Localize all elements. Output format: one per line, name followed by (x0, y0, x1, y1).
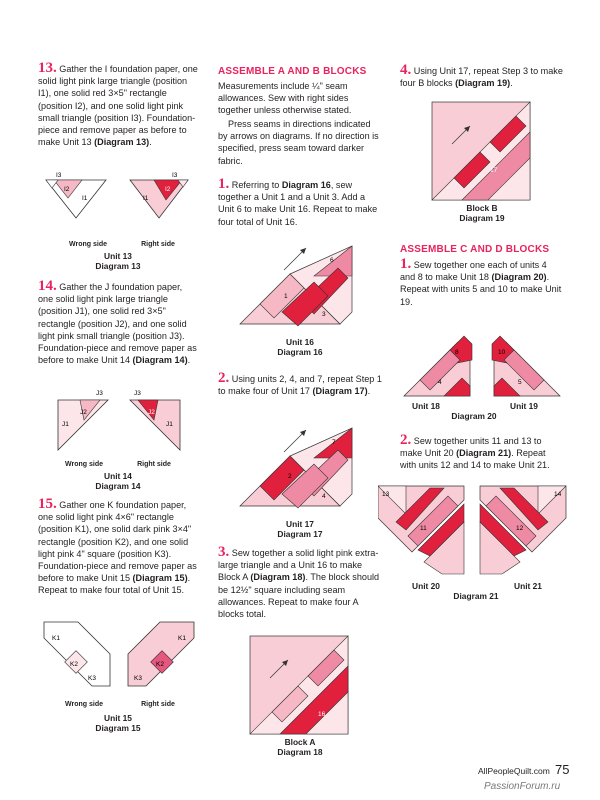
unit-caption: Unit 17 (286, 519, 314, 529)
unit-13-right-side (130, 172, 188, 218)
diagram-caption: Diagram 19 (459, 213, 505, 223)
label-k3: K3 (88, 675, 96, 682)
label-7: 7 (332, 439, 336, 446)
label-j2: J2 (148, 409, 155, 416)
right-side-label: Right side (141, 701, 175, 708)
page-number: 75 (555, 762, 570, 777)
label-i1: I1 (82, 195, 88, 202)
step-text: Gather one K foundation paper, one solid light pink 4×6" rectangle (position K1), one solid dark pink 3×4" rectangle (position K2), and one solid light pink 4" square (position K3). Foundation-piece and remove paper as before to make Unit 15 (38, 500, 197, 584)
label-6: 6 (330, 257, 334, 264)
step-c1 (400, 258, 564, 308)
diagram-ref: (Diagram 15) (132, 573, 188, 584)
unit-14-right-side (130, 390, 180, 450)
label-j2: J2 (80, 409, 87, 416)
unit-19 (492, 336, 560, 396)
step-text: Sew together units 11 and 13 to make Unit 20 (400, 436, 542, 459)
diagram-18 (218, 632, 382, 760)
diagram-21-art (378, 482, 568, 582)
step-number: 1. (218, 176, 230, 192)
label-j1: J1 (166, 421, 173, 428)
label-13: 13 (382, 491, 390, 498)
label-j3: J3 (134, 390, 141, 397)
diagram-14 (38, 388, 198, 491)
label-i1: I1 (143, 195, 149, 202)
step-text: Using units 2, 4, and 7, repeat Step 1 to make four of Unit 17 (218, 374, 382, 397)
unit-14-wrong-side (58, 390, 108, 450)
diagram-ref: Diagram 16 (281, 180, 331, 190)
footer-site: AllPeopleQuilt.com (478, 766, 550, 776)
step-text-end: . (510, 78, 513, 89)
step-number: 2. (400, 432, 412, 448)
unit-caption: Unit 15 (104, 713, 132, 723)
label-i2: I2 (165, 186, 171, 193)
step-text: Sew together a solid light pink extra-large triangle and a Unit 16 to make Block A (218, 548, 379, 583)
right-side-label: Right side (141, 241, 175, 248)
diagram-21 (382, 482, 564, 608)
label-11: 11 (420, 525, 427, 532)
step-text-end: . Repeat with units 12 and 14 to make Unit 21. (400, 448, 550, 471)
right-side-label: Right side (137, 461, 171, 468)
diagram-ref: (Diagram 17) (312, 386, 368, 397)
unit-21 (480, 486, 566, 574)
diagram-caption: Diagram 15 (95, 723, 141, 733)
diagram-ref: (Diagram 14) (132, 355, 188, 366)
unit-15-wrong-side (44, 622, 110, 686)
unit-13-wrong-side (46, 172, 106, 218)
step-4 (400, 64, 564, 89)
label-k3: K3 (134, 675, 142, 682)
label-k1: K1 (178, 635, 186, 642)
diagram-caption: Diagram 14 (95, 481, 141, 491)
step-text: Gather the I foundation paper, one solid light pink large triangle (position I1), one solid red 3×5" rectangle (position I2), and one solid light pink small triangle (position I3). Foundation-piece and remove paper as before to make Unit 13 (38, 64, 198, 148)
label-j3: J3 (96, 390, 103, 397)
label-i3: I3 (56, 172, 62, 179)
step-text-end: , sew together a Unit 1 and a Unit 3. Add a Unit 6 to make Unit 16. Repeat to make four total of Unit 16. (218, 180, 378, 227)
label-12: 12 (516, 525, 524, 532)
label-17: 17 (490, 167, 498, 174)
step-text: Gather the J foundation paper, one solid light pink large triangle (position J1), one solid red 3×5" rectangle (position J2), and one solid light pink small triangle (position J3). Foundation-piece and remove paper as before to make Unit 14 (38, 282, 197, 366)
step-number: 13. (38, 60, 57, 76)
step-c2 (400, 434, 564, 472)
step-13 (38, 62, 198, 148)
diagram-16 (218, 232, 382, 360)
diagram-18-art (218, 632, 382, 740)
diagram-20 (400, 320, 564, 424)
intro-text: Measurements include ¼" seam allowances. Sew with right sides together unless otherwise stated. (218, 81, 352, 116)
label-16: 16 (318, 711, 326, 718)
step-14 (38, 280, 198, 366)
step-text: Sew together one each of units 4 and 8 to make Unit 18 (400, 260, 547, 283)
watermark: PassionForum.ru (484, 781, 561, 792)
unit-19-caption: Unit 19 (510, 401, 538, 411)
diagram-17 (218, 414, 382, 542)
diagram-caption: Diagram 18 (277, 747, 323, 757)
diagram-caption: Diagram 17 (277, 529, 323, 539)
unit-caption: Unit 16 (286, 337, 314, 347)
label-k1: K1 (52, 635, 60, 642)
step-text-end: . Repeat with units 5 and 10 to make Unit 19. (400, 272, 562, 307)
unit-15-right-side (128, 622, 194, 686)
step-number: 2. (218, 370, 230, 386)
diagram-13-art (38, 170, 198, 242)
step-text: Using Unit 17, repeat Step 3 to make four B blocks (400, 66, 563, 89)
step-number: 15. (38, 496, 57, 512)
unit-caption: Unit 14 (104, 471, 132, 481)
diagram-19 (400, 98, 564, 226)
diagram-ref: (Diagram 21) (456, 448, 512, 459)
label-3: 3 (322, 311, 326, 318)
step-text-end: . Repeat to make four total of Unit 15. (38, 573, 191, 596)
label-j1: J1 (62, 421, 69, 428)
diagram-16-art (218, 232, 382, 342)
label-8: 8 (455, 349, 459, 356)
step-2 (218, 372, 382, 397)
step-1 (218, 178, 382, 228)
label-5: 5 (518, 379, 522, 386)
section-heading: ASSEMBLE C AND D BLOCKS (400, 244, 550, 255)
label-2: 2 (288, 473, 292, 480)
diagram-14-art (38, 388, 198, 460)
step-number: 14. (38, 278, 57, 294)
wrong-side-label: Wrong side (69, 241, 107, 248)
step-text-end: . (367, 386, 371, 397)
label-4: 4 (322, 493, 326, 500)
diagram-caption: Diagram 21 (453, 591, 499, 601)
unit-caption: Block A (284, 737, 316, 747)
label-i2: I2 (64, 186, 70, 193)
step-text: Referring to (229, 180, 282, 190)
step-text-end: . (187, 355, 191, 366)
unit-20-caption: Unit 20 (412, 581, 440, 591)
diagram-ref: (Diagram 18) (250, 572, 306, 583)
label-10: 10 (498, 349, 506, 356)
label-k2: K2 (70, 661, 78, 668)
unit-caption: Unit 13 (104, 251, 132, 261)
label-14: 14 (554, 491, 562, 498)
unit-21-caption: Unit 21 (514, 581, 542, 591)
diagram-19-art (400, 98, 564, 206)
unit-18-caption: Unit 18 (412, 401, 440, 411)
section-heading: ASSEMBLE A AND B BLOCKS (218, 66, 367, 77)
diagram-ref: (Diagram 13) (94, 137, 150, 148)
wrong-side-label: Wrong side (65, 461, 103, 468)
diagram-15-art (38, 614, 198, 700)
step-15 (38, 498, 198, 597)
diagram-caption: Diagram 13 (95, 261, 141, 271)
step-text-end: . The block should be 12½" square including seam allowances. Repeat to make four A blocks total. (218, 572, 380, 620)
step-number: 3. (218, 544, 230, 560)
diagram-caption: Diagram 16 (277, 347, 323, 357)
label-4: 4 (438, 379, 442, 386)
label-1: 1 (284, 293, 288, 300)
unit-caption: Block B (466, 203, 498, 213)
diagram-17-art (218, 414, 382, 524)
diagram-15 (38, 614, 198, 734)
unit-20 (378, 486, 464, 574)
unit-18 (404, 336, 472, 396)
step-number: 4. (400, 62, 412, 78)
label-i3: I3 (172, 172, 178, 179)
step-text-end: . (149, 137, 152, 148)
label-k2: K2 (156, 661, 164, 668)
diagram-20-art (400, 320, 564, 402)
diagram-13 (38, 170, 198, 271)
diagram-caption: Diagram 20 (451, 411, 497, 421)
intro-text-2: Press seams in directions indicated by arrows on diagrams. If no direction is specified, press seam toward darker fabric. (218, 119, 379, 166)
step-number: 1. (400, 256, 412, 272)
wrong-side-label: Wrong side (65, 701, 103, 708)
diagram-ref: (Diagram 20) (491, 272, 547, 283)
diagram-ref: (Diagram 19) (455, 78, 511, 89)
